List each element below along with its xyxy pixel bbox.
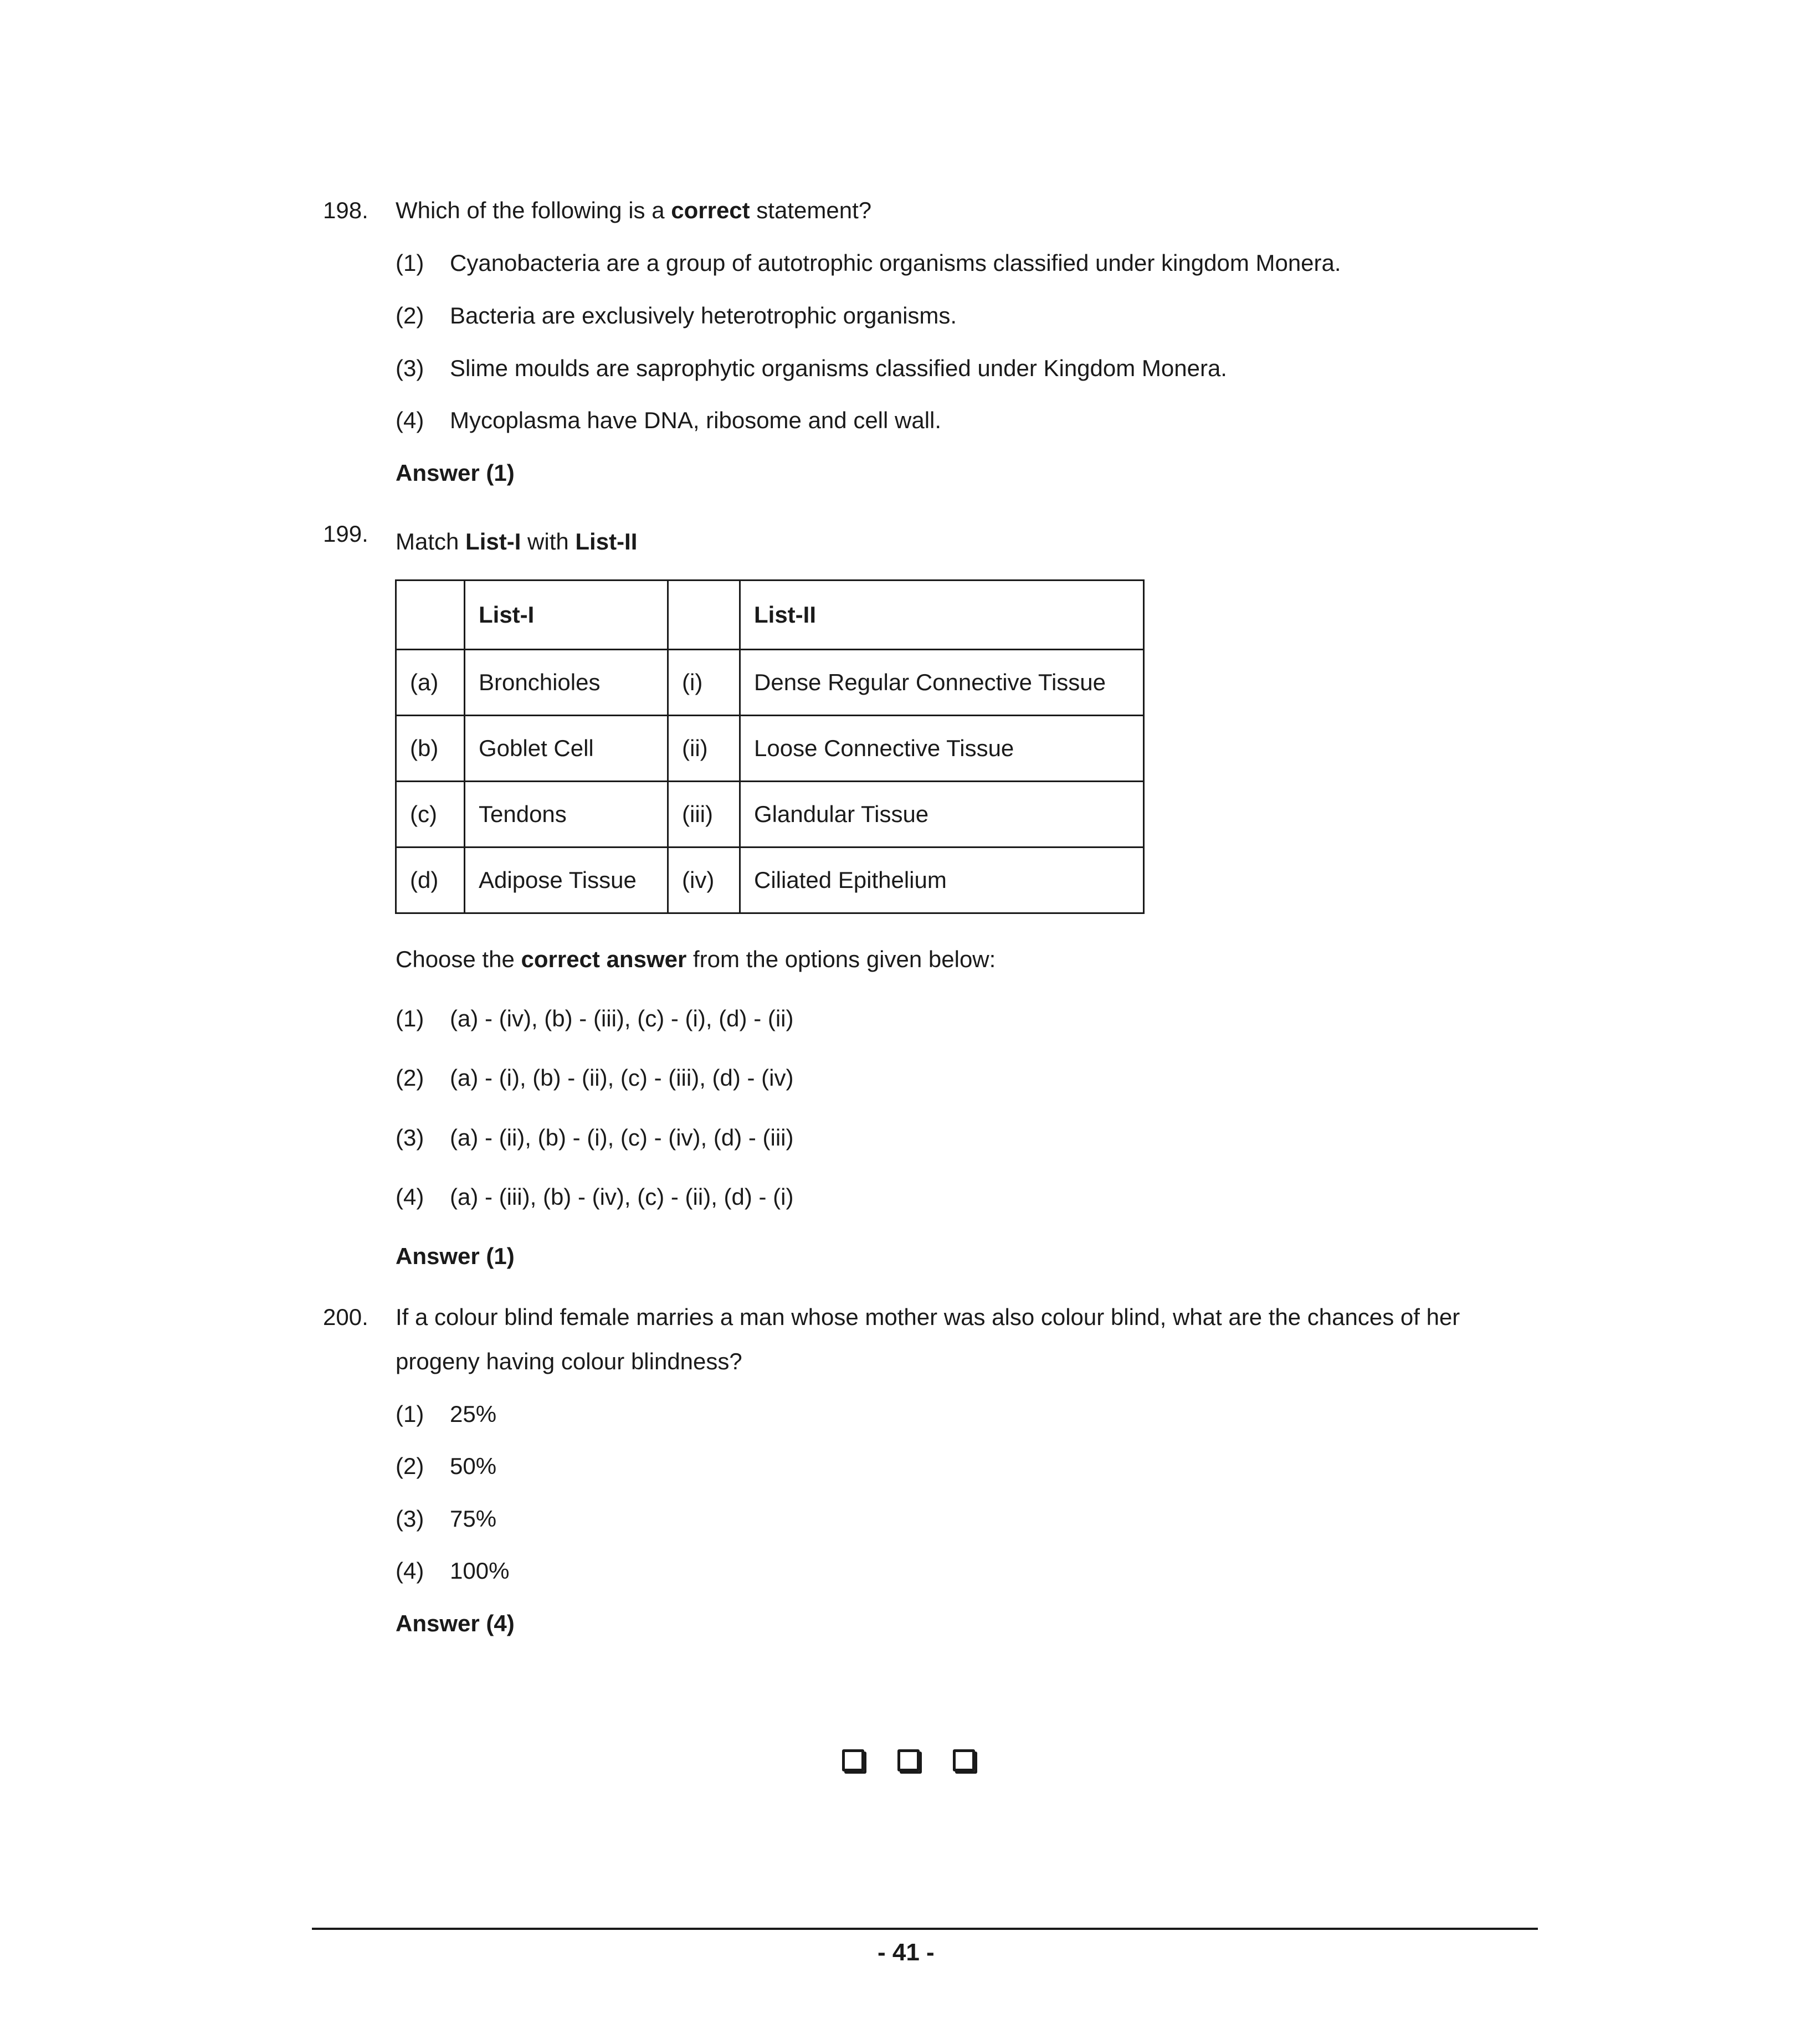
option-number: (1) xyxy=(396,250,424,276)
stem-text: statement? xyxy=(750,197,872,223)
option-text: (a) - (iv), (b) - (iii), (c) - (i), (d) - (ii) xyxy=(450,1005,794,1031)
square-icon xyxy=(897,1749,920,1771)
stem-bold: List-II xyxy=(575,528,638,554)
table-cell: (iv) xyxy=(668,848,740,913)
table-cell: Adipose Tissue xyxy=(465,848,668,913)
option-number: (1) xyxy=(396,1005,424,1031)
answer-label: Answer (4) xyxy=(396,1610,515,1636)
match-table xyxy=(395,579,1145,914)
option-text: Mycoplasma have DNA, ribosome and cell wall. xyxy=(450,407,942,433)
option-text: (a) - (iii), (b) - (iv), (c) - (ii), (d) - (i) xyxy=(450,1184,794,1210)
page-number: - 41 - xyxy=(878,1939,935,1966)
square-icon xyxy=(842,1749,864,1771)
option-number: (2) xyxy=(396,1453,424,1479)
option-text: (a) - (i), (b) - (ii), (c) - (iii), (d) - (iv) xyxy=(450,1065,794,1091)
table-cell: (ii) xyxy=(668,716,740,782)
instruction-text: from the options given below: xyxy=(686,946,996,972)
question-number: 200. xyxy=(323,1304,368,1330)
option-number: (1) xyxy=(396,1401,424,1427)
table-cell: Loose Connective Tissue xyxy=(740,716,1144,782)
table-cell: Goblet Cell xyxy=(465,716,668,782)
answer-label: Answer (1) xyxy=(396,1243,515,1269)
table-header-cell xyxy=(396,581,465,650)
stem-text: with xyxy=(521,528,576,554)
choose-instruction xyxy=(396,946,996,973)
option-text: Bacteria are exclusively heterotrophic organisms. xyxy=(450,302,957,328)
table-header-row xyxy=(396,581,1144,650)
table-cell: (iii) xyxy=(668,782,740,848)
option-number: (3) xyxy=(396,1124,424,1151)
table-row xyxy=(396,782,1144,848)
option-text: 25% xyxy=(450,1401,497,1427)
table-cell: Ciliated Epithelium xyxy=(740,848,1144,913)
option-number: (4) xyxy=(396,1184,424,1210)
square-icon xyxy=(953,1749,975,1771)
table-cell: Bronchioles xyxy=(465,650,668,716)
option-number: (2) xyxy=(396,1065,424,1091)
question-number: 199. xyxy=(323,521,368,547)
instruction-text: Choose the xyxy=(396,946,521,972)
question-stem xyxy=(396,197,871,224)
table-cell: Dense Regular Connective Tissue xyxy=(740,650,1144,716)
table-cell: (b) xyxy=(396,716,465,782)
instruction-bold: correct answer xyxy=(521,946,687,972)
table-cell: Glandular Tissue xyxy=(740,782,1144,848)
table-header-cell: List-I xyxy=(465,581,668,650)
question-stem-line: progeny having colour blindness? xyxy=(396,1348,742,1374)
option-number: (3) xyxy=(396,355,424,381)
stem-bold: correct xyxy=(671,197,750,223)
table-row xyxy=(396,716,1144,782)
table-row xyxy=(396,650,1144,716)
stem-text: Match xyxy=(396,528,466,554)
option-text: 50% xyxy=(450,1453,497,1479)
footer-rule xyxy=(312,1928,1538,1930)
table-header-cell xyxy=(668,581,740,650)
table-cell: Tendons xyxy=(465,782,668,848)
option-text: 100% xyxy=(450,1558,510,1584)
table-cell: (a) xyxy=(396,650,465,716)
option-number: (4) xyxy=(396,407,424,433)
stem-text: Which of the following is a xyxy=(396,197,671,223)
table-cell: (i) xyxy=(668,650,740,716)
table-header-cell: List-II xyxy=(740,581,1144,650)
option-text: (a) - (ii), (b) - (i), (c) - (iv), (d) - (iii) xyxy=(450,1124,794,1151)
option-number: (3) xyxy=(396,1506,424,1532)
answer-label: Answer (1) xyxy=(396,460,515,486)
stem-bold: List-I xyxy=(465,528,521,554)
table-cell: (c) xyxy=(396,782,465,848)
option-number: (2) xyxy=(396,302,424,328)
question-stem xyxy=(396,528,637,555)
option-text: Cyanobacteria are a group of autotrophic organisms classified under kingdom Monera. xyxy=(450,250,1341,276)
question-number: 198. xyxy=(323,197,368,223)
option-text: Slime moulds are saprophytic organisms classified under Kingdom Monera. xyxy=(450,355,1227,381)
option-text: 75% xyxy=(450,1506,497,1532)
table-cell: (d) xyxy=(396,848,465,913)
section-end-marker xyxy=(842,1749,975,1771)
option-number: (4) xyxy=(396,1558,424,1584)
question-stem-line: If a colour blind female marries a man whose mother was also colour blind, what are the chances of her xyxy=(396,1304,1460,1330)
table-row xyxy=(396,848,1144,913)
